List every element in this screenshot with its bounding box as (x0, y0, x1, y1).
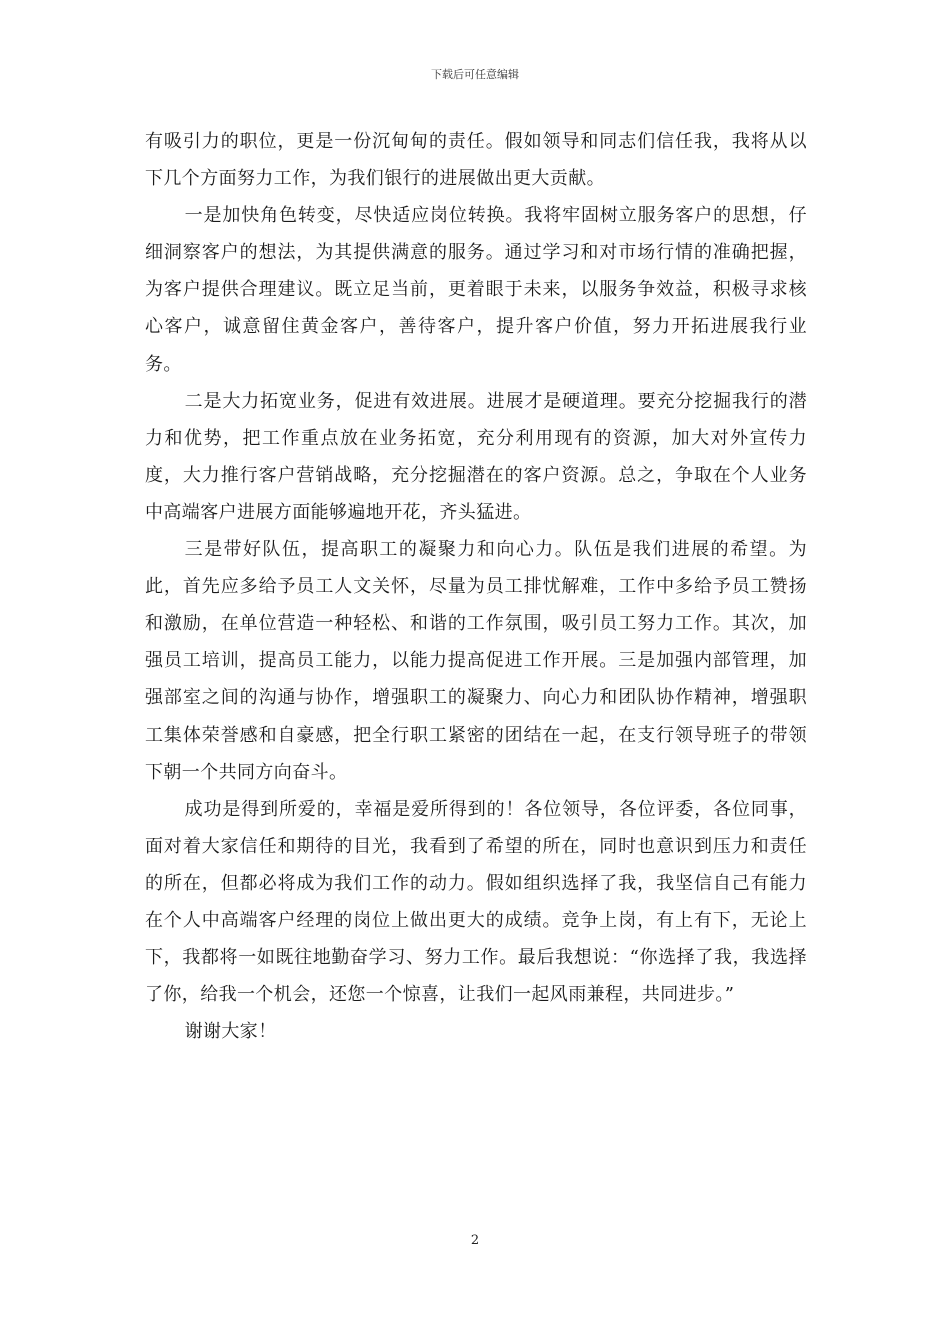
paragraph-continuation: 有吸引力的职位，更是一份沉甸甸的责任。假如领导和同志们信任我，我将从以下几个方面努力工作，为我们银行的进展做出更大贡献。 (145, 131, 807, 190)
paragraph-team-building: 三是带好队伍，提高职工的凝聚力和向心力。队伍是我们进展的希望。为此，首先应多给予员工人文关怀，尽量为员工排忧解难，工作中多给予员工赞扬和激励，在单位营造一种轻松、和谐的工作氛围，吸引员工努力工作。其次，加强员工培训，提高员工能力，以能力提高促进工作开展。三是加强内部管理，加强部室之间的沟通与协作，增强职工的凝聚力、向心力和团队协作精神，增强职工集体荣誉感和自豪感，把全行职工紧密的团结在一起，在支行领导班子的带领下朝一个共同方向奋斗。 (145, 539, 807, 783)
page-number: 2 (470, 1233, 480, 1248)
paragraph-thanks: 谢谢大家！ (184, 1021, 277, 1043)
paragraph-closing: 成功是得到所爱的，幸福是爱所得到的！各位领导，各位评委，各位同事，面对着大家信任和期待的目光，我看到了希望的所在，同时也意识到压力和责任的所在，但都必将成为我们工作的动力。假如组织选择了我，我坚信自己有能力在个人中高端客户经理的岗位上做出更大的成绩。竞争上岗，有上有下，无论上下，我都将一如既往地勤奋学习、努力工作。最后我想说：“你选择了我，我选择了你，给我一个机会，还您一个惊喜，让我们一起风雨兼程，共同进步。” (145, 798, 807, 1006)
paragraph-business-expansion: 二是大力拓宽业务，促进有效进展。进展才是硬道理。要充分挖掘我行的潜力和优势，把工作重点放在业务拓宽，充分利用现有的资源，加大对外宣传力度，大力推行客户营销战略，充分挖掘潜在的客户资源。总之，争取在个人业务中高端客户进展方面能够遍地开花，齐头猛进。 (145, 390, 807, 523)
paragraph-role-transition: 一是加快角色转变，尽快适应岗位转换。我将牢固树立服务客户的思想，仔细洞察客户的想法，为其提供满意的服务。通过学习和对市场行情的准确把握，为客户提供合理建议。既立足当前，更着眼于未来，以服务争效益，积极寻求核心客户，诚意留住黄金客户，善待客户，提升客户价值，努力开拓进展我行业务。 (145, 205, 807, 375)
page-header: 下载后可任意编辑 (431, 68, 519, 81)
document-body (145, 123, 807, 1050)
